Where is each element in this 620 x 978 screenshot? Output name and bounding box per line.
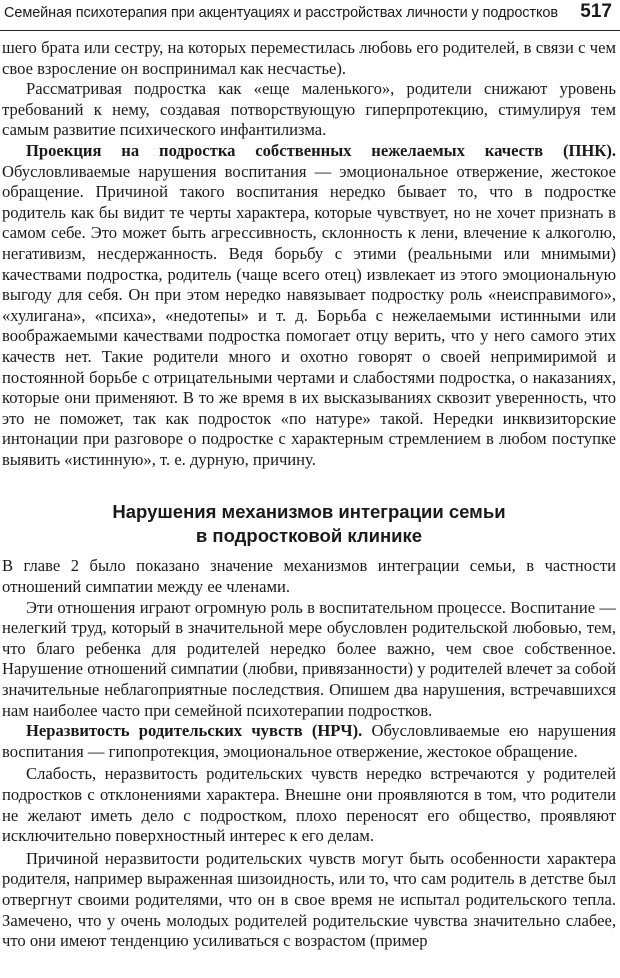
paragraph-text: Обусловливаемые нарушения воспитания — эмоциональное отвержение, жестокое обращение. Причиной такого воспитания нередко бывает то, что в подростке родитель как бы видит те черты характера, которые чувствует, но не хочет признать в самом себе. Это может быть агрессивность, склонность к лени, влечение к алкоголю, негативизм, несдержанность. Ведя борьбу с этими (реальными или мнимыми) качествами подростка, родитель (чаще всего отец) извлекает из этого эмоциональную выгоду для себя. Он при этом нередко навязывает подростку роль «неисправимого», «хулигана», «психа», «недотепы» и т. д. Борьба с нежелаемыми истинными или воображаемыми качествами подростка помогает отцу верить, что у него самого этих качеств нет. Такие родители много и охотно говорят о своей непримиримой и постоянной борьбе с отрицательными чертами и слабостями подростка, о наказаниях, которые они применяют. В то же время в их высказываниях сквозит уверенность, что это не поможет, так как подросток «по натуре» такой. Нередки инквизиторские интонации при разговоре о подростке с характерным стремлением в любом поступке выявить «истинную», т. е. дурную, причину.	[2, 161, 616, 469]
paragraph-text: Слабость, неразвитость родительских чувств нередко встречаются у родителей подростков с отклонениями характера. Внешне они проявляются в том, что родители не желают иметь дело с подростком, плохо переносят его общество, проявляют исключительно поверхностный интерес к его делам.	[2, 764, 616, 846]
paragraph-text: В главе 2 было показано значение механизмов интеграции семьи, в частности отношений симпатии между ее членами.	[2, 556, 616, 597]
paragraph	[2, 556, 616, 597]
paragraph-text: Эти отношения играют огромную роль в воспитательном процессе. Воспитание — нелегкий труд, который в значительной мере обусловлен родительской любовью, тем, что благо ребенка для родителей нередко более важно, чем свое собственное. Нарушение отношений симпатии (любви, привязанности) у родителей влечет за собой значительные неблагоприятные последствия. Опишем два нарушения, встречавшихся нам наиболее часто при семейной психотерапии подростков.	[2, 597, 616, 720]
section-heading-line1: Нарушения механизмов интеграции семьи	[112, 501, 506, 523]
running-title: Семейная психотерапия при акцентуациях и расстройствах личности у подростков	[4, 5, 558, 21]
paragraph-text: Причиной неразвитости родительских чувств могут быть особенности характера родителя, например выраженная шизоидность, или то, что сам родитель в детстве был отвергнут своими родителями, что он в свое время не испытал родительского тепла. Замечено, что у очень молодых родителей родительские чувства значительно слабее, что они имеют тенденцию усиливаться с возрастом (пример	[2, 848, 616, 951]
section-heading	[2, 500, 616, 548]
page-body	[2, 38, 616, 952]
paragraph-lead: Проекция на подростка собственных нежелаемых качеств (ПНК).	[26, 140, 616, 160]
running-header	[0, 0, 620, 31]
paragraph-text: шего брата или сестру, на которых переместилась любовь его родителей, в связи с чем свое взросление он воспринимал как несчастье).	[2, 38, 616, 78]
paragraph-text: Рассматривая подростка как «еще маленького», родители снижают уровень требований к нему, создавая потворствующую гиперпротекцию, стимулируя тем самым развитие психического инфантилизма.	[2, 79, 616, 140]
paragraph	[2, 849, 616, 952]
paragraph	[2, 38, 616, 79]
paragraph	[2, 764, 616, 846]
paragraph	[2, 79, 616, 141]
paragraph	[2, 141, 616, 471]
paragraph	[2, 598, 616, 722]
page-number: 517	[580, 1, 612, 22]
paragraph-text: Обусловливаемые ею нарушения воспитания — гипопротекция, эмоциональное отвержение, жестокое обращение.	[2, 721, 616, 761]
paragraph	[2, 721, 616, 762]
paragraph-lead: Неразвитость родительских чувств (НРЧ).	[26, 721, 363, 741]
section-heading-line2: в подростковой клинике	[195, 525, 423, 547]
